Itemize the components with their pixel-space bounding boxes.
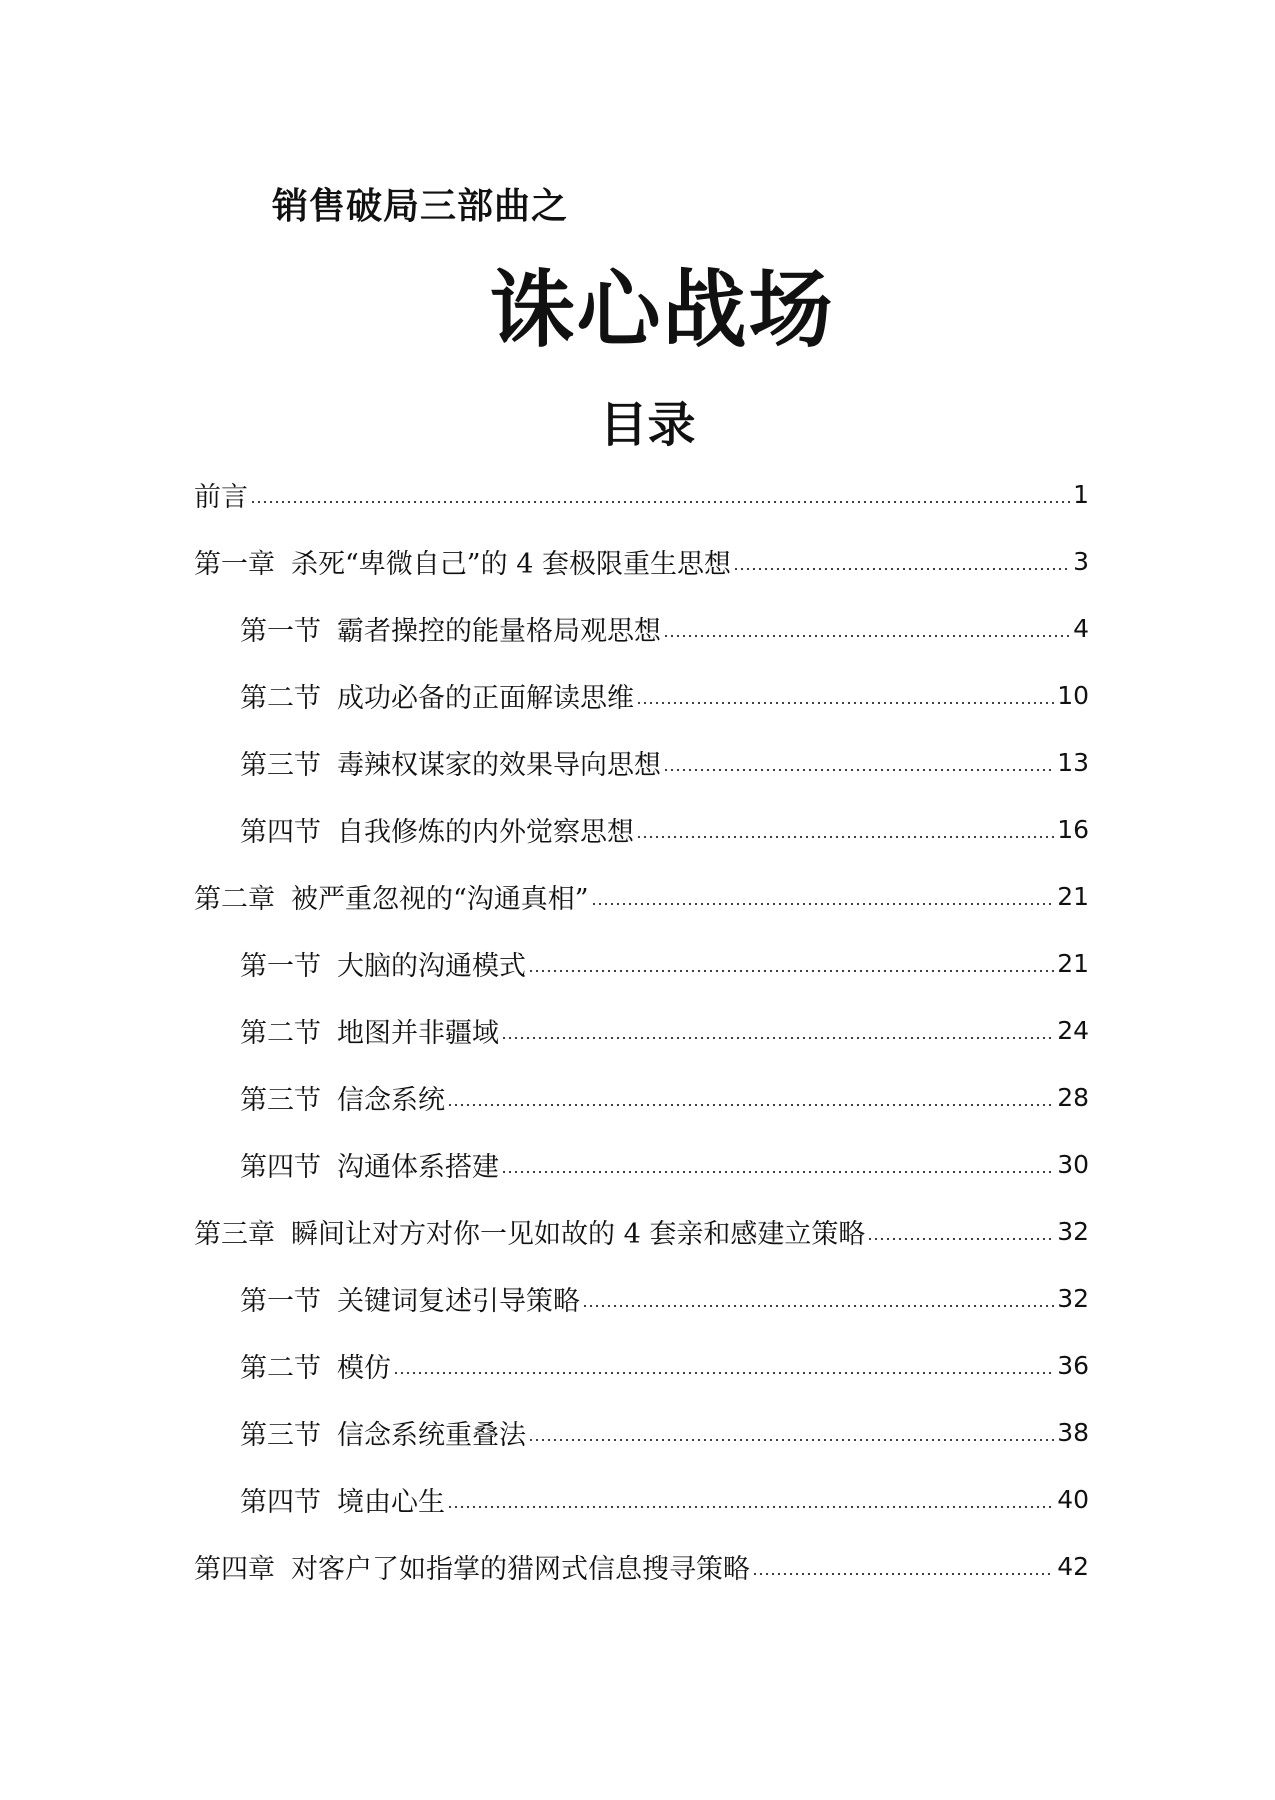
toc-section-entry[interactable] [240,796,1089,863]
toc-entry-title: 瞬间让对方对你一见如故的 4 套亲和感建立策略 [291,1219,866,1250]
toc-entry-title: 沟通体系搭建 [337,1152,499,1183]
toc-entry-number: 第三节 [240,1420,321,1451]
book-series-subtitle: 销售破局三部曲之 [272,186,569,227]
toc-entry-label [240,676,634,715]
toc-entry-number: 第一章 [194,549,275,580]
dot-leader [733,568,1070,570]
toc-entry-title: 关键词复述引导策略 [337,1286,580,1317]
toc-section-entry[interactable] [240,1332,1089,1399]
toc-entry-label [240,944,526,983]
toc-page-number: 1 [1073,480,1089,509]
toc-entry-number: 第二节 [240,1018,321,1049]
toc-entry-label [240,810,634,849]
toc-page-number: 28 [1057,1083,1089,1112]
dot-leader [250,501,1070,503]
toc-entry-label [240,1346,391,1385]
toc-entry-number: 第二节 [240,683,321,714]
dot-leader [582,1305,1054,1307]
toc-entry-title: 信念系统重叠法 [337,1420,526,1451]
toc-page-number: 10 [1057,681,1089,710]
toc-page-number: 21 [1057,949,1089,978]
toc-entry-title: 霸者操控的能量格局观思想 [337,616,661,647]
toc-entry-title: 大脑的沟通模式 [337,951,526,982]
toc-entry-number: 第四章 [194,1554,275,1585]
toc-entry-number: 第四节 [240,1487,321,1518]
dot-leader [752,1573,1054,1575]
book-title: 诛心战场 [490,261,835,359]
toc-entry-label [240,1480,445,1519]
dot-leader [501,1037,1054,1039]
toc-section-entry[interactable] [240,595,1089,662]
dot-leader [636,836,1054,838]
toc-entry-title: 信念系统 [337,1085,445,1116]
dot-leader [528,1439,1054,1441]
toc-entry-label [240,609,661,648]
dot-leader [867,1238,1054,1240]
toc-page-number: 13 [1057,748,1089,777]
toc-page-number: 42 [1057,1552,1089,1581]
toc-page-number: 30 [1057,1150,1089,1179]
toc-section-entry[interactable] [240,997,1089,1064]
toc-entry-title: 对客户了如指掌的猎网式信息搜寻策略 [291,1554,750,1585]
toc-entry-label [194,877,589,916]
toc-entry-number: 第三节 [240,750,321,781]
toc-entry-number: 第三章 [194,1219,275,1250]
toc-page-number: 32 [1057,1284,1089,1313]
toc-section-entry[interactable] [240,1466,1089,1533]
toc-entry-label [194,542,731,581]
toc-section-entry[interactable] [240,729,1089,796]
toc-chapter-entry[interactable] [194,1198,1089,1265]
toc-page-number: 36 [1057,1351,1089,1380]
toc-page-number: 4 [1073,614,1089,643]
toc-entry-label [240,1011,499,1050]
toc-chapter-entry[interactable] [194,863,1089,930]
toc-chapter-entry[interactable] [194,528,1089,595]
toc-section-entry[interactable] [240,930,1089,997]
toc-entry-label [240,1279,580,1318]
toc-entry-title: 成功必备的正面解读思维 [337,683,634,714]
toc-page-number: 32 [1057,1217,1089,1246]
toc-section-entry[interactable] [240,1131,1089,1198]
toc-entry-label [194,1547,750,1586]
toc-entry-number: 第二章 [194,884,275,915]
toc-chapter-entry[interactable] [194,461,1089,528]
dot-leader [663,635,1070,637]
dot-leader [393,1372,1054,1374]
toc-page-number: 3 [1073,547,1089,576]
toc-entry-title: 地图并非疆域 [337,1018,499,1049]
toc-page-number: 38 [1057,1418,1089,1447]
toc-section-entry[interactable] [240,662,1089,729]
dot-leader [501,1171,1054,1173]
toc-entry-label [240,1413,526,1452]
toc-page-number: 16 [1057,815,1089,844]
dot-leader [636,702,1054,704]
toc-entry-title: 毒辣权谋家的效果导向思想 [337,750,661,781]
toc-heading: 目录 [599,397,696,453]
toc-entry-number: 第一节 [240,951,321,982]
toc-page-number: 40 [1057,1485,1089,1514]
toc-entry-number: 前言 [194,482,248,513]
toc-entry-label [240,743,661,782]
dot-leader [663,769,1054,771]
toc-entry-label [194,475,248,514]
toc-page-number: 24 [1057,1016,1089,1045]
dot-leader [447,1506,1054,1508]
toc-entry-label [240,1078,445,1117]
toc-entry-title: 被严重忽视的“沟通真相” [291,884,589,915]
toc-section-entry[interactable] [240,1265,1089,1332]
toc-entry-number: 第四节 [240,1152,321,1183]
toc-entry-number: 第一节 [240,616,321,647]
dot-leader [528,970,1054,972]
toc-chapter-entry[interactable] [194,1533,1089,1600]
toc-entry-title: 杀死“卑微自己”的 4 套极限重生思想 [291,549,731,580]
toc-entry-label [194,1212,865,1251]
dot-leader [447,1104,1054,1106]
dot-leader [591,903,1055,905]
toc-entry-number: 第二节 [240,1353,321,1384]
toc-entry-title: 模仿 [337,1353,391,1384]
toc-section-entry[interactable] [240,1064,1089,1131]
toc-section-entry[interactable] [240,1399,1089,1466]
toc-entry-title: 自我修炼的内外觉察思想 [337,817,634,848]
toc-entry-number: 第三节 [240,1085,321,1116]
toc-entry-label [240,1145,499,1184]
toc-entry-title: 境由心生 [337,1487,445,1518]
toc-page-number: 21 [1057,882,1089,911]
toc-entry-number: 第四节 [240,817,321,848]
toc-entry-number: 第一节 [240,1286,321,1317]
